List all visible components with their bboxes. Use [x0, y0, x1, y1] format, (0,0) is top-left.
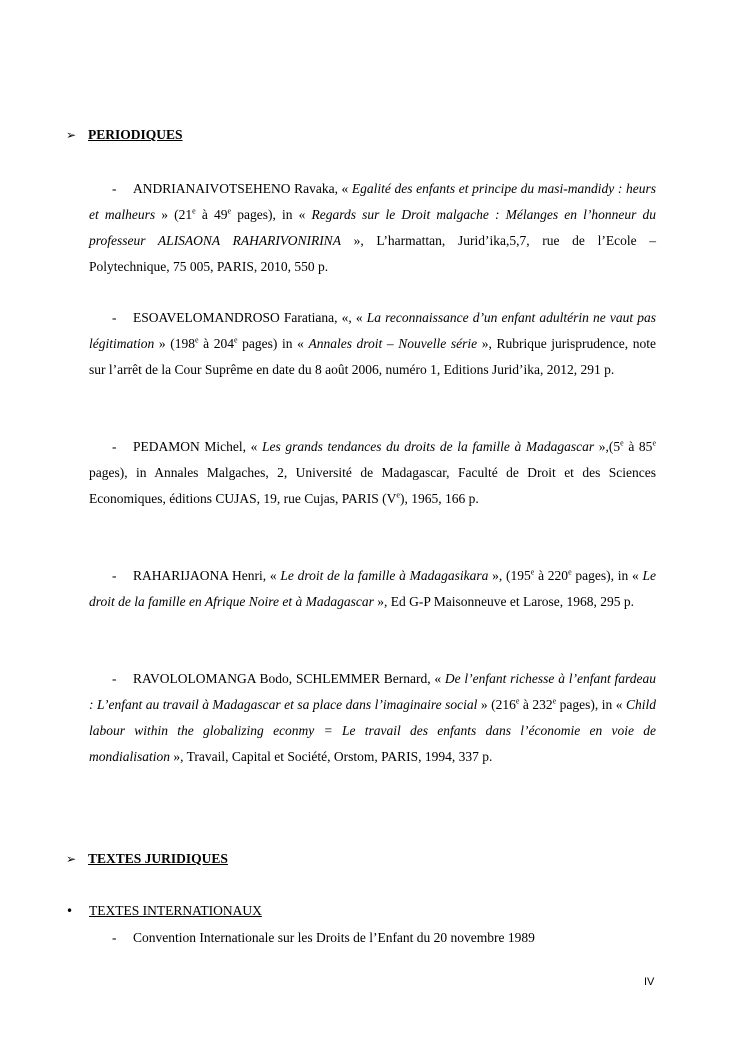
entry-publisher: », Ed G-P Maisonneuve et Larose, 1968, 295 p. — [373, 594, 634, 609]
entry-author: RAHARIJAONA Henri, « — [133, 568, 281, 583]
entry-book-title: Annales droit – Nouvelle série — [308, 336, 478, 351]
superscript: e — [568, 567, 572, 577]
section-heading-periodiques — [66, 127, 183, 143]
entry-author: PEDAMON Michel, « — [133, 439, 262, 454]
bibliography-entry-raharijaona — [89, 563, 656, 615]
entry-author: RAVOLOLOMANGA Bodo, SCHLEMMER Bernard, « — [133, 671, 445, 686]
list-item-text: Convention Internationale sur les Droits de l’Enfant du 20 novembre 1989 — [133, 930, 535, 945]
superscript: e — [530, 567, 535, 577]
bibliography-entry-ravololomanga — [89, 666, 656, 770]
bibliography-entry-pedamon — [89, 434, 656, 512]
entry-text: pages), in « — [571, 568, 643, 583]
superscript: e — [194, 335, 199, 345]
entry-article-title: Le droit de la famille à Madagasikara — [280, 568, 489, 583]
superscript: e — [620, 438, 624, 448]
superscript: e — [396, 490, 400, 500]
entry-book-title: Child labour within the globalizing econmy = Le travail des enfants dans l’économie en voie de mondialisation — [89, 697, 657, 764]
arrow-bullet-icon: ➢ — [66, 128, 77, 142]
entry-book-title: Le droit de la famille en Afrique Noire et à Madagascar — [89, 568, 656, 609]
entry-publisher: », L’harmattan, Jurid’ika,5,7, rue de l’Ecole – Polytechnique, 75 005, PARIS, 2010, 550 p. — [89, 233, 656, 274]
entry-text: »,(5 — [594, 439, 621, 454]
list-dash: - — [112, 568, 117, 583]
section-title: PERIODIQUES — [88, 127, 183, 142]
entry-author: ESOAVELOMANDROSO Faratiana, «, « — [133, 310, 367, 325]
entry-text: » (216 — [477, 697, 516, 712]
list-dash: - — [112, 671, 117, 686]
entry-text: à 220 — [534, 568, 569, 583]
bullet-icon: • — [66, 904, 74, 918]
entry-text: à 85 — [623, 439, 653, 454]
list-dash: - — [112, 310, 117, 325]
superscript: e — [233, 335, 238, 345]
subsection-title: TEXTES INTERNATIONAUX — [89, 903, 262, 918]
superscript: e — [652, 438, 656, 448]
entry-article-title: Les grands tendances du droits de la famille à Madagascar — [262, 439, 595, 454]
superscript: e — [515, 696, 520, 706]
entry-author: ANDRIANAIVOTSEHENO Ravaka, « — [133, 181, 352, 196]
entry-publisher: ), 1965, 166 p. — [399, 491, 479, 506]
arrow-bullet-icon: ➢ — [66, 852, 77, 866]
list-dash: - — [112, 439, 117, 454]
entry-text: pages), in « — [556, 697, 627, 712]
page-number: IV — [644, 976, 655, 988]
list-dash: - — [112, 181, 117, 196]
list-dash: - — [112, 930, 117, 945]
entry-text: à 204 — [198, 336, 234, 351]
bibliography-entry-andrianaivotseheno — [89, 176, 656, 280]
entry-text: à 232 — [519, 697, 553, 712]
entry-text: » (198 — [154, 336, 195, 351]
entry-text: pages), in Annales Malgaches, 2, Université de Madagascar, Faculté de Droit et des Sciences Economiques, éditions CUJAS, 19, rue Cujas, PARIS (V — [89, 465, 656, 506]
section-title: TEXTES JURIDIQUES — [88, 851, 228, 866]
bibliography-entry-esoavelomandroso — [89, 305, 656, 383]
entry-text: pages) in « — [237, 336, 309, 351]
superscript: e — [552, 696, 557, 706]
entry-publisher: », Travail, Capital et Société, Orstom, PARIS, 1994, 337 p. — [170, 749, 493, 764]
superscript: e — [227, 206, 232, 216]
entry-text: à 49 — [195, 207, 228, 222]
superscript: e — [192, 206, 196, 216]
entry-article-title: La reconnaissance d’un enfant adultérin ne vaut pas légitimation — [89, 310, 656, 351]
list-item — [112, 930, 535, 946]
entry-book-title: Regards sur le Droit malgache : Mélanges en l’honneur du professeur ALISAONA RAHARIVONIRINA — [89, 207, 656, 248]
entry-text: » (21 — [155, 207, 193, 222]
entry-text: », (195 — [488, 568, 531, 583]
entry-article-title: De l’enfant richesse à l’enfant fardeau : L’enfant au travail à Madagascar et sa place dans l’imaginaire social — [89, 671, 656, 712]
entry-publisher: », Rubrique jurisprudence, note sur l’arrêt de la Cour Suprême en date du 8 août 2006, numéro 1, Editions Jurid’ika, 2012, 291 p. — [89, 336, 656, 377]
subsection-textes-internationaux — [66, 903, 262, 919]
entry-text: pages), in « — [231, 207, 312, 222]
section-heading-textes-juridiques — [66, 851, 228, 867]
entry-article-title: Egalité des enfants et principe du masi-mandidy : heurs et malheurs — [89, 181, 656, 222]
